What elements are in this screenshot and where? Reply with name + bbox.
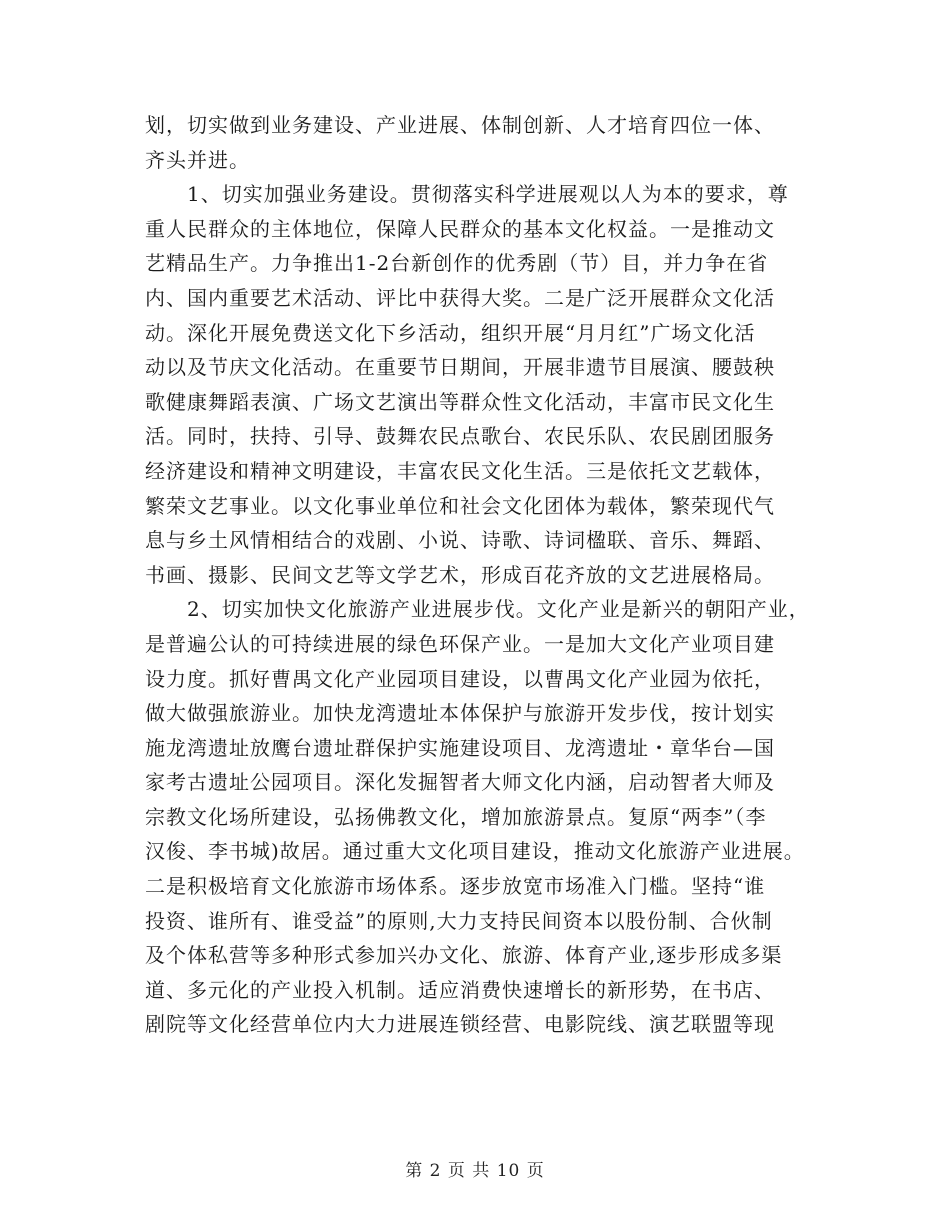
text-line: 内、国内重要艺术活动、评比中获得大奖。二是广泛开展群众文化活 [145,285,775,310]
text-line: 家考古遗址公园项目。深化发掘智者大师文化内涵，启动智者大师及 [145,770,775,795]
text-line: 施龙湾遗址放鹰台遗址群保护实施建设项目、龙湾遗址・章华台—国 [145,735,775,760]
page-number-footer: 第 2 页 共 10 页 [405,1161,545,1181]
text-line: 齐头并进。 [145,147,250,172]
text-line: 做大做强旅游业。加快龙湾遗址本体保护与旅游开发步伐，按计划实 [145,701,775,726]
text-line: 活。同时，扶持、引导、鼓舞农民点歌台、农民乐队、农民剧团服务 [145,424,775,449]
text-line: 书画、摄影、民间文艺等文学艺术，形成百花齐放的文艺进展格局。 [145,562,775,587]
text-line: 剧院等文化经营单位内大力进展连锁经营、电影院线、演艺联盟等现 [145,1012,775,1037]
text-line: 宗教文化场所建设，弘扬佛教文化，增加旅游景点。复原“两李”（李 [145,804,767,829]
text-line: 及个体私营等多种形式参加兴办文化、旅游、体育产业,逐步形成多渠 [145,943,783,968]
text-line: 划，切实做到业务建设、产业进展、体制创新、人才培育四位一体、 [145,113,775,137]
text-line: 投资、谁所有、谁受益”的原则,大力支持民间资本以股份制、合伙制 [145,908,773,933]
text-line: 是普遍公认的可持续进展的绿色环保产业。一是加大文化产业项目建 [145,631,775,656]
text-line: 道、多元化的产业投入机制。适应消费快速增长的新形势，在书店、 [145,977,775,1002]
paragraph-start-line: 1、切实加强业务建设。贯彻落实科学进展观以人为本的要求，尊 [187,182,789,207]
text-line: 经济建设和精神文明建设，丰富农民文化生活。三是依托文艺载体， [145,458,775,483]
text-line: 动以及节庆文化活动。在重要节日期间，开展非遗节目展演、腰鼓秧 [145,355,775,380]
paragraph-start-line: 2、切实加快文化旅游产业进展步伐。文化产业是新兴的朝阳产业， [187,597,810,622]
text-line: 繁荣文艺事业。以文化事业单位和社会文化团体为载体，繁荣现代气 [145,493,775,518]
text-line: 汉俊、李书城)故居。通过重大文化项目建设，推动文化旅游产业进展。 [145,839,805,864]
text-line: 艺精品生产。力争推出1-2台新创作的优秀剧（节）目，并力争在省 [145,251,769,276]
body-text [145,108,825,1042]
text-line: 歌健康舞蹈表演、广场文艺演出等群众性文化活动，丰富市民文化生 [145,389,775,414]
text-line: 设力度。抓好曹禺文化产业园项目建设，以曹禺文化产业园为依托， [145,666,775,691]
text-line: 重人民群众的主体地位，保障人民群众的基本文化权益。一是推动文 [145,216,775,241]
text-line: 息与乡土风情相结合的戏剧、小说、诗歌、诗词楹联、音乐、舞蹈、 [145,528,775,553]
text-line: 动。深化开展免费送文化下乡活动，组织开展“月月红”广场文化活 [145,320,756,345]
text-line: 二是积极培育文化旅游市场体系。逐步放宽市场准入门槛。坚持“谁 [145,874,766,899]
